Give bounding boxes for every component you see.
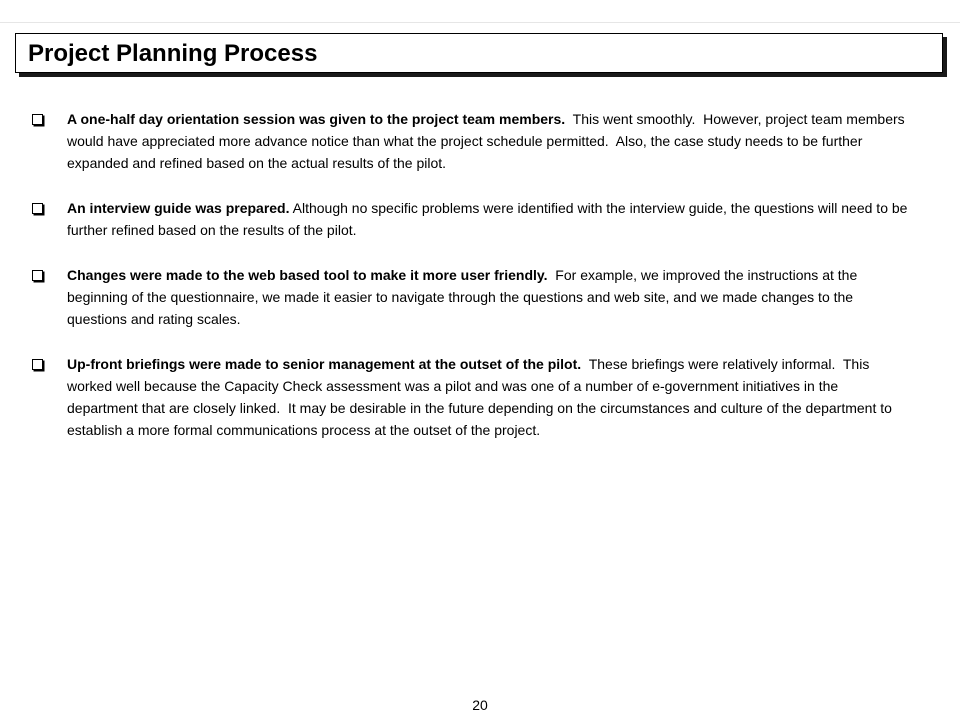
square-bullet-icon <box>32 203 43 214</box>
bullet-body: For example, we improved the instructions at the beginning of the questionnaire, we made it easier to navigate through the questions and web site, and we made changes to the questions and rating scales. <box>67 267 862 327</box>
title-banner <box>15 33 943 73</box>
bullet-heading: A one-half day orientation session was given to the project team members. <box>67 111 566 127</box>
square-bullet-icon <box>32 270 43 281</box>
square-bullet-icon <box>32 114 43 125</box>
bullet-body: These briefings were relatively informal. This worked well because the Capacity Check assessment was a pilot and was one of a number of e-government initiatives in the department that are closely linked. It may be desirable in the future depending on the circumstances and culture of the department to establish a more formal communications process at the outset of the project. <box>67 356 896 438</box>
bullet-heading: An interview guide was prepared. <box>67 200 290 216</box>
bullet-body: Although no specific problems were identified with the interview guide, the questions will need to be further refined based on the results of the pilot. <box>67 200 912 238</box>
bullet-list <box>32 108 912 464</box>
top-divider <box>0 22 960 23</box>
bullet-item-interview-guide <box>32 197 912 241</box>
bullet-heading: Up-front briefings were made to senior management at the outset of the pilot. <box>67 356 582 372</box>
bullet-item-web-tool <box>32 264 912 330</box>
page-number: 20 <box>472 697 488 713</box>
page-title: Project Planning Process <box>28 40 318 67</box>
square-bullet-icon <box>32 359 43 370</box>
bullet-heading: Changes were made to the web based tool to make it more user friendly. <box>67 267 548 283</box>
bullet-item-briefings <box>32 353 912 441</box>
bullet-item-orientation <box>32 108 912 174</box>
bullet-body: This went smoothly. However, project team members would have appreciated more advance notice than what the project schedule permitted. Also, the case study needs to be further expanded and refined based on the actual results of the pilot. <box>67 111 909 171</box>
